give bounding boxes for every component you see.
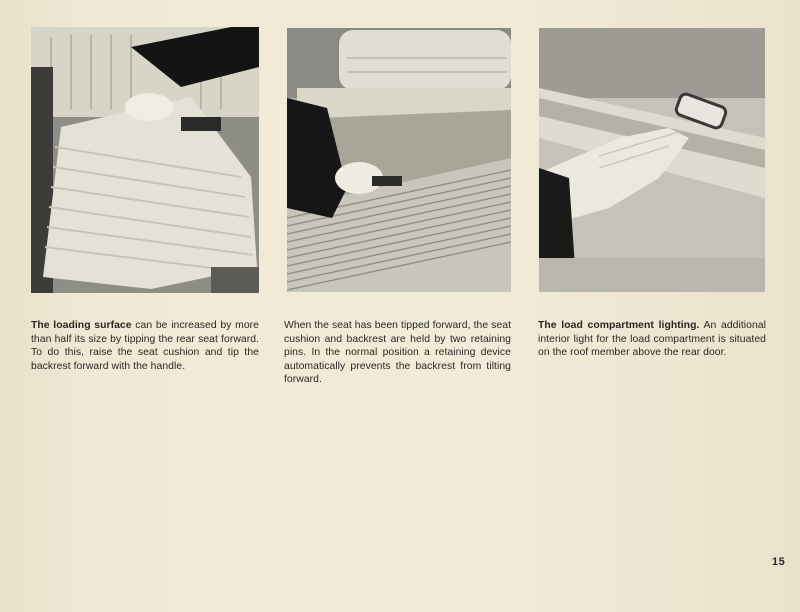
caption-body: An additional interior light for the load compartment is situated on the roof member above the rear door. (538, 320, 766, 359)
photo-load-floor-retaining-pins (287, 28, 511, 292)
caption-heading: The load compartment lighting. (538, 320, 700, 331)
page-number: 15 (772, 556, 786, 568)
caption-loading-surface (31, 319, 259, 373)
caption-body: can be increased by more than half its size by tipping the rear seat forward. To do this, raise the seat cushion and tip the backrest forward with the handle. (31, 320, 259, 372)
photo-seat-cushion-raised (31, 27, 259, 293)
caption-load-compartment-lighting (538, 319, 766, 360)
photo-load-compartment-light (539, 28, 765, 292)
caption-heading: The loading surface (31, 320, 132, 331)
caption-body: When the seat has been tipped forward, the seat cushion and backrest are held by two retaining pins. In the normal position a retaining device automatically prevents the backrest from tilting forward. (284, 320, 511, 386)
caption-retaining-pins (284, 319, 511, 387)
